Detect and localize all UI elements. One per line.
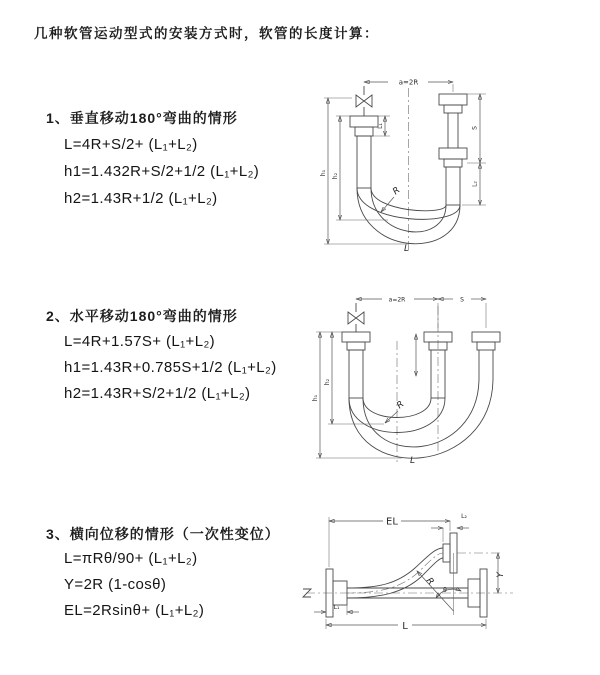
lower-fitting-dimension: [314, 601, 359, 615]
section-2-heading: 2、水平移动180°弯曲的情形: [46, 308, 238, 324]
radius-label: R: [423, 576, 436, 588]
displaced-hose: [347, 548, 443, 598]
center-line: [303, 589, 513, 597]
diagram-vertical-180-bend: [312, 70, 587, 255]
section-3-heading: 3、横向位移的情形（一次性变位）: [46, 526, 280, 542]
y-label: Y: [496, 572, 506, 578]
h2-label: h₂: [324, 378, 331, 386]
h1-label: h₁: [320, 169, 327, 177]
section-3-formula-L: L=πRθ/90+ (L₁+L₂): [64, 550, 198, 567]
l1-dimension: [373, 116, 390, 136]
center-lines: [397, 306, 438, 462]
radius-and-angle: [417, 553, 461, 615]
section-3-formula-EL: EL=2Rsinθ+ (L₁+L₂): [64, 602, 205, 619]
span-label: a=2R: [398, 78, 419, 87]
valve-icon: [356, 86, 372, 116]
s-l2-dimensions: [462, 94, 486, 205]
h-dimensions: [320, 98, 408, 244]
radius-callout: [385, 400, 406, 423]
section-1-heading: 1、垂直移动180°弯曲的情形: [46, 110, 238, 126]
right-fitting: [439, 94, 467, 205]
h-dimensions: [312, 332, 402, 458]
diagram-horizontal-180-bend: [302, 286, 592, 466]
section-1-formula-h1: h1=1.432R+S/2+1/2 (L₁+L₂): [64, 163, 260, 180]
l2-label: L₂: [471, 181, 479, 187]
y-dimension: [496, 553, 506, 593]
section-3-formula-Y: Y=2R (1-cosθ): [64, 576, 167, 593]
left-fitting: [342, 332, 370, 398]
span-label: a=2R: [388, 296, 406, 304]
el-dimension: [329, 517, 450, 568]
length-label: L: [404, 244, 410, 254]
diagram-lateral-displacement: [298, 505, 598, 655]
stroke-label: S: [460, 296, 464, 304]
section-2-formula-h2: h2=1.43R+S/2+1/2 (L₁+L₂): [64, 385, 251, 402]
section-2-formula-h1: h1=1.43R+0.785S+1/2 (L₁+L₂): [64, 359, 277, 376]
l1-label: L₁: [333, 604, 340, 611]
radius-label: R: [391, 185, 403, 198]
right-fitting: [472, 332, 500, 378]
upper-flange: [443, 533, 503, 573]
l-dimension: [326, 619, 486, 632]
section-2-formula-L: L=4R+1.57S+ (L₁+L₂): [64, 333, 216, 350]
theta-label: θ: [443, 587, 447, 594]
radius-label: R: [395, 399, 407, 412]
valve-icon: [348, 303, 364, 332]
h1-label: h₁: [312, 394, 319, 402]
el-label: EL: [386, 516, 398, 528]
l1-label: L₁: [377, 123, 384, 129]
hose-curves: [349, 378, 493, 458]
section-1-formula-h2: h2=1.43R+1/2 (L₁+L₂): [64, 190, 218, 207]
left-fitting: [350, 116, 378, 188]
length-label: L: [402, 621, 408, 632]
s-label: S: [471, 126, 479, 130]
page-title: 几种软管运动型式的安装方式时，软管的长度计算：: [34, 26, 379, 41]
l2-label: L₂: [461, 513, 467, 520]
span-dimension: [356, 297, 486, 329]
h2-label: h₂: [332, 172, 339, 180]
section-1-formula-L: L=4R+S/2+ (L₁+L₂): [64, 136, 198, 153]
length-label: L: [410, 456, 416, 466]
